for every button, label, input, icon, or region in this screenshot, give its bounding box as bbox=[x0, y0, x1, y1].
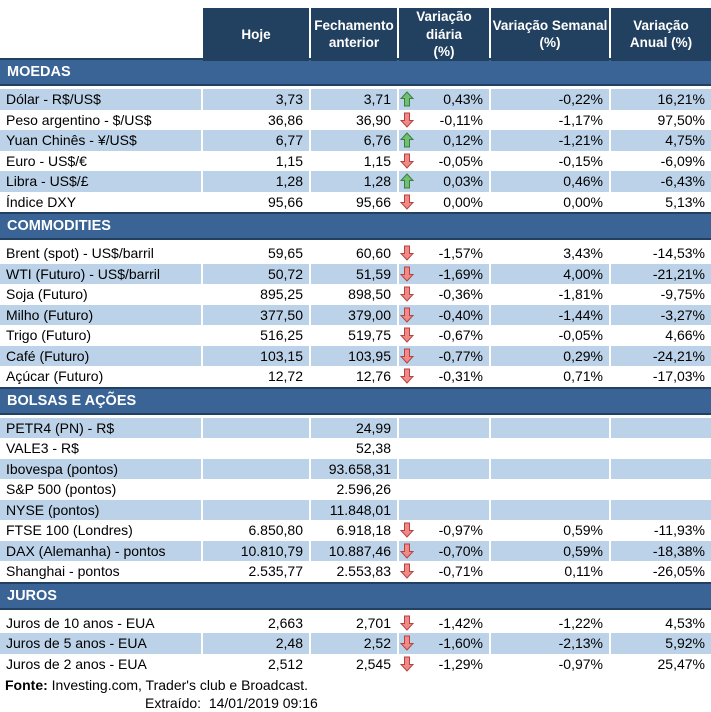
extraido-label: Extraído: bbox=[145, 695, 202, 711]
hoje-value: 12,72 bbox=[267, 368, 303, 384]
daily-variation-value: -0,11% bbox=[439, 111, 483, 128]
annual-variation-value bbox=[611, 438, 711, 459]
daily-variation-value: -0,31% bbox=[438, 368, 483, 384]
arrow-down-icon bbox=[400, 327, 414, 343]
daily-variation-cell bbox=[399, 325, 489, 346]
weekly-variation-value: 0,59% bbox=[563, 522, 603, 538]
daily-variation-value: -1,69% bbox=[438, 265, 483, 282]
arrow-down-icon bbox=[400, 153, 414, 169]
fechamento-anterior-value: 52,38 bbox=[355, 440, 391, 456]
column-header-line: (%) bbox=[433, 44, 455, 60]
annual-variation-value: -24,21% bbox=[611, 346, 711, 367]
daily-variation-cell bbox=[399, 151, 489, 172]
weekly-variation-value: 3,43% bbox=[563, 245, 603, 261]
hoje-value: 377,50 bbox=[203, 305, 309, 326]
column-header-line: Variação diária bbox=[416, 9, 472, 42]
daily-variation-value: 0,43% bbox=[443, 91, 483, 107]
hoje-value: 895,25 bbox=[260, 286, 303, 302]
daily-variation-value: -1,29% bbox=[438, 655, 483, 672]
hoje-value: 1,28 bbox=[203, 171, 309, 192]
weekly-variation-value bbox=[491, 438, 609, 459]
annual-variation-value: -6,09% bbox=[660, 152, 705, 169]
weekly-variation-value: 0,11% bbox=[564, 563, 603, 579]
arrow-down-icon bbox=[400, 522, 414, 538]
weekly-variation-value: -1,22% bbox=[558, 614, 603, 631]
instrument-label: Dólar - R$/US$ bbox=[0, 89, 201, 110]
instrument-label: Juros de 10 anos - EUA bbox=[6, 614, 155, 631]
daily-variation-cell bbox=[399, 459, 489, 480]
table-row bbox=[0, 130, 711, 151]
daily-variation-value: -0,70% bbox=[438, 542, 483, 559]
hoje-value bbox=[203, 418, 309, 439]
column-header-line: Variação Semanal bbox=[492, 17, 608, 33]
arrow-down-icon bbox=[400, 656, 414, 672]
fechamento-anterior-value: 11.848,01 bbox=[311, 500, 397, 521]
daily-variation-value: -1,57% bbox=[438, 245, 483, 261]
weekly-variation-value bbox=[491, 418, 609, 439]
annual-variation-value: -14,53% bbox=[652, 245, 705, 261]
fechamento-anterior-value: 1,15 bbox=[363, 152, 391, 169]
fechamento-anterior-value: 95,66 bbox=[355, 193, 391, 210]
daily-variation-value: -0,05% bbox=[438, 152, 483, 169]
arrow-down-icon bbox=[400, 286, 414, 302]
hoje-value: 36,86 bbox=[267, 111, 303, 128]
annual-variation-value: -3,27% bbox=[611, 305, 711, 326]
hoje-value: 2.535,77 bbox=[248, 563, 303, 579]
table-row bbox=[0, 500, 711, 521]
column-header bbox=[311, 8, 397, 61]
table-row bbox=[0, 561, 711, 582]
daily-variation-value: 0,12% bbox=[443, 132, 483, 148]
fechamento-anterior-value: 2,52 bbox=[311, 633, 397, 654]
section-rows bbox=[0, 89, 711, 212]
weekly-variation-value: -1,44% bbox=[491, 305, 609, 326]
column-header bbox=[491, 8, 609, 61]
section-rows bbox=[0, 613, 711, 675]
fechamento-anterior-value: 24,99 bbox=[311, 418, 397, 439]
daily-variation-cell bbox=[399, 192, 489, 213]
daily-variation-cell bbox=[399, 130, 489, 151]
annual-variation-value: -21,21% bbox=[611, 264, 711, 285]
weekly-variation-value: -0,22% bbox=[491, 89, 609, 110]
column-header-line: Anual (%) bbox=[629, 35, 693, 51]
table-row bbox=[0, 89, 711, 110]
table-row bbox=[0, 520, 711, 541]
hoje-value: 59,65 bbox=[267, 245, 303, 261]
table-row bbox=[0, 346, 711, 367]
section-band-commodities bbox=[0, 212, 711, 240]
column-header bbox=[203, 8, 309, 61]
arrow-placeholder bbox=[400, 481, 414, 497]
daily-variation-cell bbox=[399, 346, 489, 367]
annual-variation-value: 25,47% bbox=[657, 655, 705, 672]
fechamento-anterior-value: 36,90 bbox=[355, 111, 391, 128]
weekly-variation-value: 4,00% bbox=[491, 264, 609, 285]
instrument-label: Milho (Futuro) bbox=[0, 305, 201, 326]
section-title: COMMODITIES bbox=[7, 218, 111, 234]
annual-variation-value: 16,21% bbox=[611, 89, 711, 110]
instrument-label: Trigo (Futuro) bbox=[6, 327, 92, 343]
table-row bbox=[0, 459, 711, 480]
table-row bbox=[0, 438, 711, 459]
column-header-line: Fechamento bbox=[314, 17, 394, 33]
weekly-variation-value bbox=[491, 479, 609, 500]
table-row bbox=[0, 151, 711, 172]
annual-variation-value bbox=[611, 479, 711, 500]
daily-variation-cell bbox=[399, 305, 489, 326]
instrument-label: Peso argentino - $/US$ bbox=[6, 111, 152, 128]
column-header-line: (%) bbox=[539, 35, 561, 51]
fechamento-anterior-value: 379,00 bbox=[311, 305, 397, 326]
daily-variation-cell bbox=[399, 500, 489, 521]
instrument-label: Yuan Chinês - ¥/US$ bbox=[0, 130, 201, 151]
daily-variation-value: -0,77% bbox=[438, 347, 483, 364]
instrument-label: Shanghai - pontos bbox=[6, 563, 120, 579]
weekly-variation-value: 0,46% bbox=[491, 171, 609, 192]
fechamento-anterior-value: 60,60 bbox=[355, 245, 391, 261]
instrument-label: S&P 500 (pontos) bbox=[6, 481, 117, 497]
table-row bbox=[0, 305, 711, 326]
column-header bbox=[399, 8, 489, 61]
instrument-label: FTSE 100 (Londres) bbox=[6, 522, 133, 538]
daily-variation-value: 0,00% bbox=[443, 193, 483, 210]
annual-variation-value: 97,50% bbox=[657, 111, 705, 128]
table-footer bbox=[0, 676, 711, 712]
instrument-label: VALE3 - R$ bbox=[6, 440, 79, 456]
daily-variation-cell bbox=[399, 418, 489, 439]
weekly-variation-value: -0,97% bbox=[558, 655, 603, 672]
daily-variation-cell bbox=[399, 654, 489, 675]
daily-variation-cell bbox=[399, 264, 489, 285]
section-title: MOEDAS bbox=[7, 64, 71, 80]
section-band-juros bbox=[0, 582, 711, 610]
annual-variation-value: 4,53% bbox=[665, 614, 705, 631]
arrow-down-icon bbox=[400, 543, 414, 559]
daily-variation-value: -0,97% bbox=[438, 522, 483, 538]
table-row bbox=[0, 654, 711, 675]
section-rows bbox=[0, 418, 711, 582]
table-row bbox=[0, 192, 711, 213]
arrow-down-icon bbox=[400, 348, 414, 364]
hoje-value bbox=[203, 438, 309, 459]
weekly-variation-value: 0,00% bbox=[563, 193, 603, 210]
arrow-down-icon bbox=[400, 368, 414, 384]
weekly-variation-value: 0,29% bbox=[491, 346, 609, 367]
daily-variation-value: -0,36% bbox=[438, 286, 483, 302]
annual-variation-value: -18,38% bbox=[611, 541, 711, 562]
fechamento-anterior-value: 93.658,31 bbox=[311, 459, 397, 480]
table-header-row bbox=[0, 8, 711, 60]
fechamento-anterior-value: 6.918,18 bbox=[336, 522, 391, 538]
arrow-down-icon bbox=[400, 266, 414, 282]
hoje-value bbox=[203, 479, 309, 500]
fechamento-anterior-value: 6,76 bbox=[311, 130, 397, 151]
hoje-value: 2,663 bbox=[267, 614, 303, 631]
arrow-placeholder bbox=[400, 420, 414, 436]
daily-variation-cell bbox=[399, 520, 489, 541]
column-header-line: Hoje bbox=[241, 26, 271, 42]
arrow-down-icon bbox=[400, 112, 414, 128]
table-row bbox=[0, 613, 711, 634]
fechamento-anterior-value: 519,75 bbox=[348, 327, 391, 343]
table-row bbox=[0, 479, 711, 500]
daily-variation-cell bbox=[399, 110, 489, 131]
daily-variation-value: 0,03% bbox=[443, 173, 483, 189]
instrument-label: Libra - US$/£ bbox=[0, 171, 201, 192]
instrument-label: Euro - US$/€ bbox=[6, 152, 87, 169]
annual-variation-value: 5,13% bbox=[665, 193, 705, 210]
instrument-label: Açúcar (Futuro) bbox=[6, 368, 104, 384]
instrument-label: Café (Futuro) bbox=[0, 346, 201, 367]
annual-variation-value: -11,93% bbox=[653, 522, 705, 538]
section-title: JUROS bbox=[7, 587, 57, 604]
arrow-up-icon bbox=[400, 173, 414, 189]
annual-variation-value: -6,43% bbox=[611, 171, 711, 192]
arrow-down-icon bbox=[400, 245, 414, 261]
daily-variation-cell bbox=[399, 633, 489, 654]
table-row bbox=[0, 418, 711, 439]
table-sections bbox=[0, 58, 711, 674]
daily-variation-value: -0,71% bbox=[438, 563, 483, 579]
annual-variation-value bbox=[611, 459, 711, 480]
annual-variation-value: 4,75% bbox=[611, 130, 711, 151]
arrow-down-icon bbox=[400, 194, 414, 210]
weekly-variation-value bbox=[491, 500, 609, 521]
annual-variation-value: 4,66% bbox=[665, 327, 705, 343]
table-row bbox=[0, 325, 711, 346]
annual-variation-value: -17,03% bbox=[652, 368, 705, 384]
instrument-label: Soja (Futuro) bbox=[6, 286, 88, 302]
annual-variation-value bbox=[611, 500, 711, 521]
hoje-value: 2,48 bbox=[203, 633, 309, 654]
column-header bbox=[611, 8, 711, 61]
fechamento-anterior-value: 2,545 bbox=[355, 655, 391, 672]
daily-variation-cell bbox=[399, 284, 489, 305]
instrument-label: DAX (Alemanha) - pontos bbox=[0, 541, 201, 562]
daily-variation-value: -1,42% bbox=[438, 614, 483, 631]
arrow-up-icon bbox=[400, 132, 414, 148]
header-corner-spacer bbox=[0, 8, 201, 61]
fechamento-anterior-value: 2,701 bbox=[355, 614, 391, 631]
hoje-value: 2,512 bbox=[267, 655, 303, 672]
hoje-value: 6.850,80 bbox=[248, 522, 303, 538]
weekly-variation-value: -0,15% bbox=[558, 152, 603, 169]
daily-variation-cell bbox=[399, 561, 489, 582]
daily-variation-value: -0,40% bbox=[438, 306, 483, 323]
weekly-variation-value: -1,81% bbox=[558, 286, 603, 302]
weekly-variation-value: -2,13% bbox=[491, 633, 609, 654]
table-row bbox=[0, 633, 711, 654]
hoje-value: 6,77 bbox=[203, 130, 309, 151]
fechamento-anterior-value: 3,71 bbox=[311, 89, 397, 110]
column-header-line: anterior bbox=[328, 35, 380, 51]
daily-variation-value: -0,67% bbox=[438, 327, 483, 343]
source-text: Investing.com, Trader's club e Broadcast. bbox=[51, 677, 309, 693]
column-header-line: Variação bbox=[633, 17, 689, 33]
section-band-bolsas-e-a-es bbox=[0, 387, 711, 415]
hoje-value bbox=[203, 500, 309, 521]
arrow-placeholder bbox=[400, 461, 414, 477]
fechamento-anterior-value: 51,59 bbox=[311, 264, 397, 285]
hoje-value: 10.810,79 bbox=[203, 541, 309, 562]
annual-variation-value: -26,05% bbox=[652, 563, 705, 579]
section-title: BOLSAS E AÇÕES bbox=[7, 392, 137, 409]
weekly-variation-value: 0,71% bbox=[563, 368, 603, 384]
table-row bbox=[0, 541, 711, 562]
instrument-label: Brent (spot) - US$/barril bbox=[6, 245, 154, 261]
source-label: Fonte: bbox=[5, 677, 48, 693]
extraction-timestamp bbox=[5, 694, 711, 712]
weekly-variation-value: -1,17% bbox=[558, 111, 603, 128]
arrow-down-icon bbox=[400, 615, 414, 631]
arrow-up-icon bbox=[400, 91, 414, 107]
table-row bbox=[0, 366, 711, 387]
hoje-value: 1,15 bbox=[275, 152, 303, 169]
weekly-variation-value: -1,21% bbox=[491, 130, 609, 151]
weekly-variation-value bbox=[491, 459, 609, 480]
instrument-label: PETR4 (PN) - R$ bbox=[0, 418, 201, 439]
section-rows bbox=[0, 243, 711, 387]
table-row bbox=[0, 264, 711, 285]
daily-variation-cell bbox=[399, 89, 489, 110]
daily-variation-cell bbox=[399, 171, 489, 192]
arrow-placeholder bbox=[400, 502, 414, 518]
fechamento-anterior-value: 898,50 bbox=[348, 286, 391, 302]
hoje-value: 516,25 bbox=[260, 327, 303, 343]
daily-variation-cell bbox=[399, 613, 489, 634]
fechamento-anterior-value: 10.887,46 bbox=[311, 541, 397, 562]
weekly-variation-value: 0,59% bbox=[491, 541, 609, 562]
instrument-label: Índice DXY bbox=[6, 193, 77, 210]
daily-variation-cell bbox=[399, 479, 489, 500]
daily-variation-cell bbox=[399, 541, 489, 562]
arrow-down-icon bbox=[400, 307, 414, 323]
arrow-down-icon bbox=[400, 563, 414, 579]
instrument-label: NYSE (pontos) bbox=[0, 500, 201, 521]
arrow-placeholder bbox=[400, 440, 414, 456]
daily-variation-cell bbox=[399, 438, 489, 459]
table-row bbox=[0, 284, 711, 305]
annual-variation-value bbox=[611, 418, 711, 439]
instrument-label: Juros de 2 anos - EUA bbox=[6, 655, 147, 672]
fechamento-anterior-value: 103,95 bbox=[311, 346, 397, 367]
fechamento-anterior-value: 12,76 bbox=[355, 368, 391, 384]
instrument-label: Ibovespa (pontos) bbox=[0, 459, 201, 480]
table-row bbox=[0, 110, 711, 131]
hoje-value: 103,15 bbox=[203, 346, 309, 367]
annual-variation-value: -9,75% bbox=[660, 286, 705, 302]
table-row bbox=[0, 243, 711, 264]
fechamento-anterior-value: 2.553,83 bbox=[336, 563, 391, 579]
arrow-down-icon bbox=[400, 635, 414, 651]
fechamento-anterior-value: 1,28 bbox=[311, 171, 397, 192]
daily-variation-cell bbox=[399, 366, 489, 387]
daily-variation-value: -1,60% bbox=[438, 635, 483, 651]
extraido-value: 14/01/2019 09:16 bbox=[208, 695, 318, 711]
hoje-value bbox=[203, 459, 309, 480]
instrument-label: Juros de 5 anos - EUA bbox=[0, 633, 201, 654]
table-row bbox=[0, 171, 711, 192]
instrument-label: WTI (Futuro) - US$/barril bbox=[0, 264, 201, 285]
daily-variation-cell bbox=[399, 243, 489, 264]
hoje-value: 95,66 bbox=[267, 193, 303, 210]
hoje-value: 3,73 bbox=[203, 89, 309, 110]
fechamento-anterior-value: 2.596,26 bbox=[336, 481, 391, 497]
section-band-moedas bbox=[0, 58, 711, 86]
annual-variation-value: 5,92% bbox=[611, 633, 711, 654]
weekly-variation-value: -0,05% bbox=[558, 327, 603, 343]
hoje-value: 50,72 bbox=[203, 264, 309, 285]
source-note bbox=[5, 676, 711, 694]
